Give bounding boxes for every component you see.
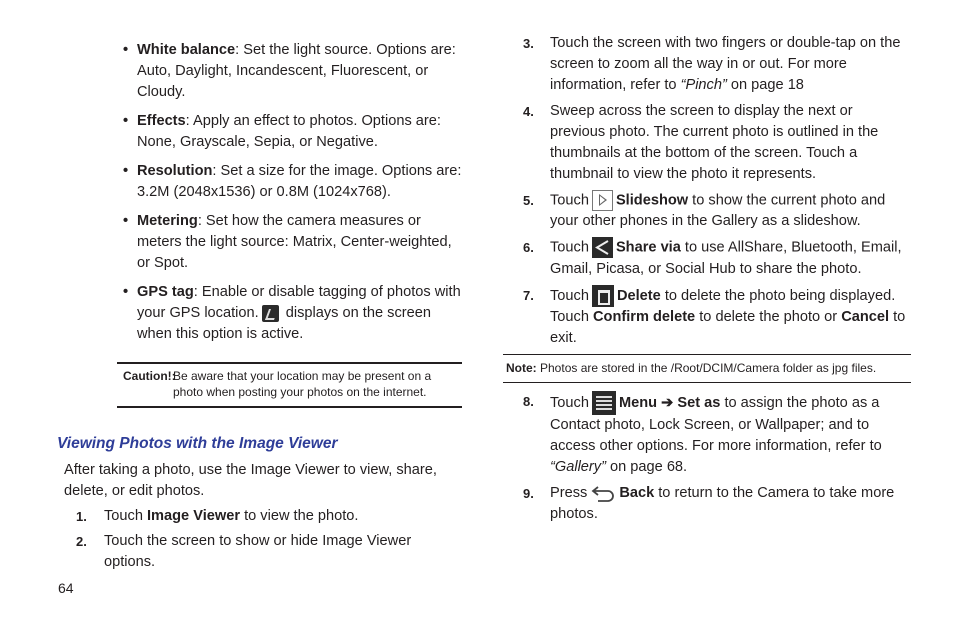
menu-icon	[592, 391, 616, 415]
note-text: Photos are stored in the /Root/DCIM/Camera folder as jpg files.	[536, 360, 877, 375]
delete-icon	[592, 285, 614, 307]
right-column	[503, 33, 911, 530]
bullet-white-balance: • White balance: Set the light source. Options are: Auto, Daylight, Incandescent, Fluorescent, or Cloudy.	[57, 40, 462, 103]
caution-label: Caution!:	[123, 369, 176, 383]
step-3: 3. Touch the screen with two fingers or double-tap on the screen to zoom all the way in or out. For more information, refer to “Pinch” on page 18	[523, 35, 901, 93]
slideshow-icon	[592, 190, 613, 211]
share-icon	[592, 237, 613, 258]
section-heading: Viewing Photos with the Image Viewer	[57, 435, 338, 452]
left-column	[57, 40, 462, 577]
bullet-metering: • Metering: Set how the camera measures or meters the light source: Matrix, Center-weighted, or Spot.	[57, 211, 462, 274]
step-1: 1. Touch Image Viewer to view the photo.	[76, 508, 359, 524]
caution-box	[117, 362, 462, 408]
bullet-gps-tag: • GPS tag: Enable or disable tagging of photos with your GPS location. displays on the screen when this option is active.	[57, 282, 462, 345]
page-number: 64	[58, 580, 74, 596]
intro-paragraph: After taking a photo, use the Image Viewer to view, share, delete, or edit photos.	[64, 462, 437, 499]
bullet-effects: • Effects: Apply an effect to photos. Options are: None, Grayscale, Sepia, or Negative.	[57, 111, 462, 153]
gps-icon	[262, 305, 279, 322]
step-7: 7. Touch Delete to delete the photo being displayed. Touch Confirm delete to delete the photo or Cancel to exit.	[503, 285, 911, 349]
caution-text: Be aware that your location may be present on a photo when posting your photos on the internet.	[173, 369, 432, 399]
step-6: 6. Touch Share via to use AllShare, Bluetooth, Email, Gmail, Picasa, or Social Hub to share the photo.	[503, 237, 911, 279]
step-8: 8. Touch Menu ➔ Set as to assign the photo as a Contact photo, Lock Screen, or Wallpaper; and to access other options. For more information, refer to “Gallery” on page 68.	[503, 391, 911, 478]
step-2: 2. Touch the screen to show or hide Image Viewer options.	[76, 533, 412, 570]
step-4: 4. Sweep across the screen to display the next or previous photo. The current photo is outlined in the thumbnails at the bottom of the screen. Touch a thumbnail to view the photo it represents.	[523, 103, 879, 182]
note-box	[503, 354, 911, 383]
note-label: Note:	[506, 360, 537, 375]
bullet-resolution: • Resolution: Set a size for the image. Options are: 3.2M (2048x1536) or 0.8M (1024x768).	[57, 161, 462, 203]
step-5: 5. Touch Slideshow to show the current photo and your other phones in the Gallery as a slideshow.	[503, 190, 911, 232]
step-9: 9. Press Back to return to the Camera to take more photos.	[523, 484, 895, 522]
back-icon	[590, 484, 616, 502]
